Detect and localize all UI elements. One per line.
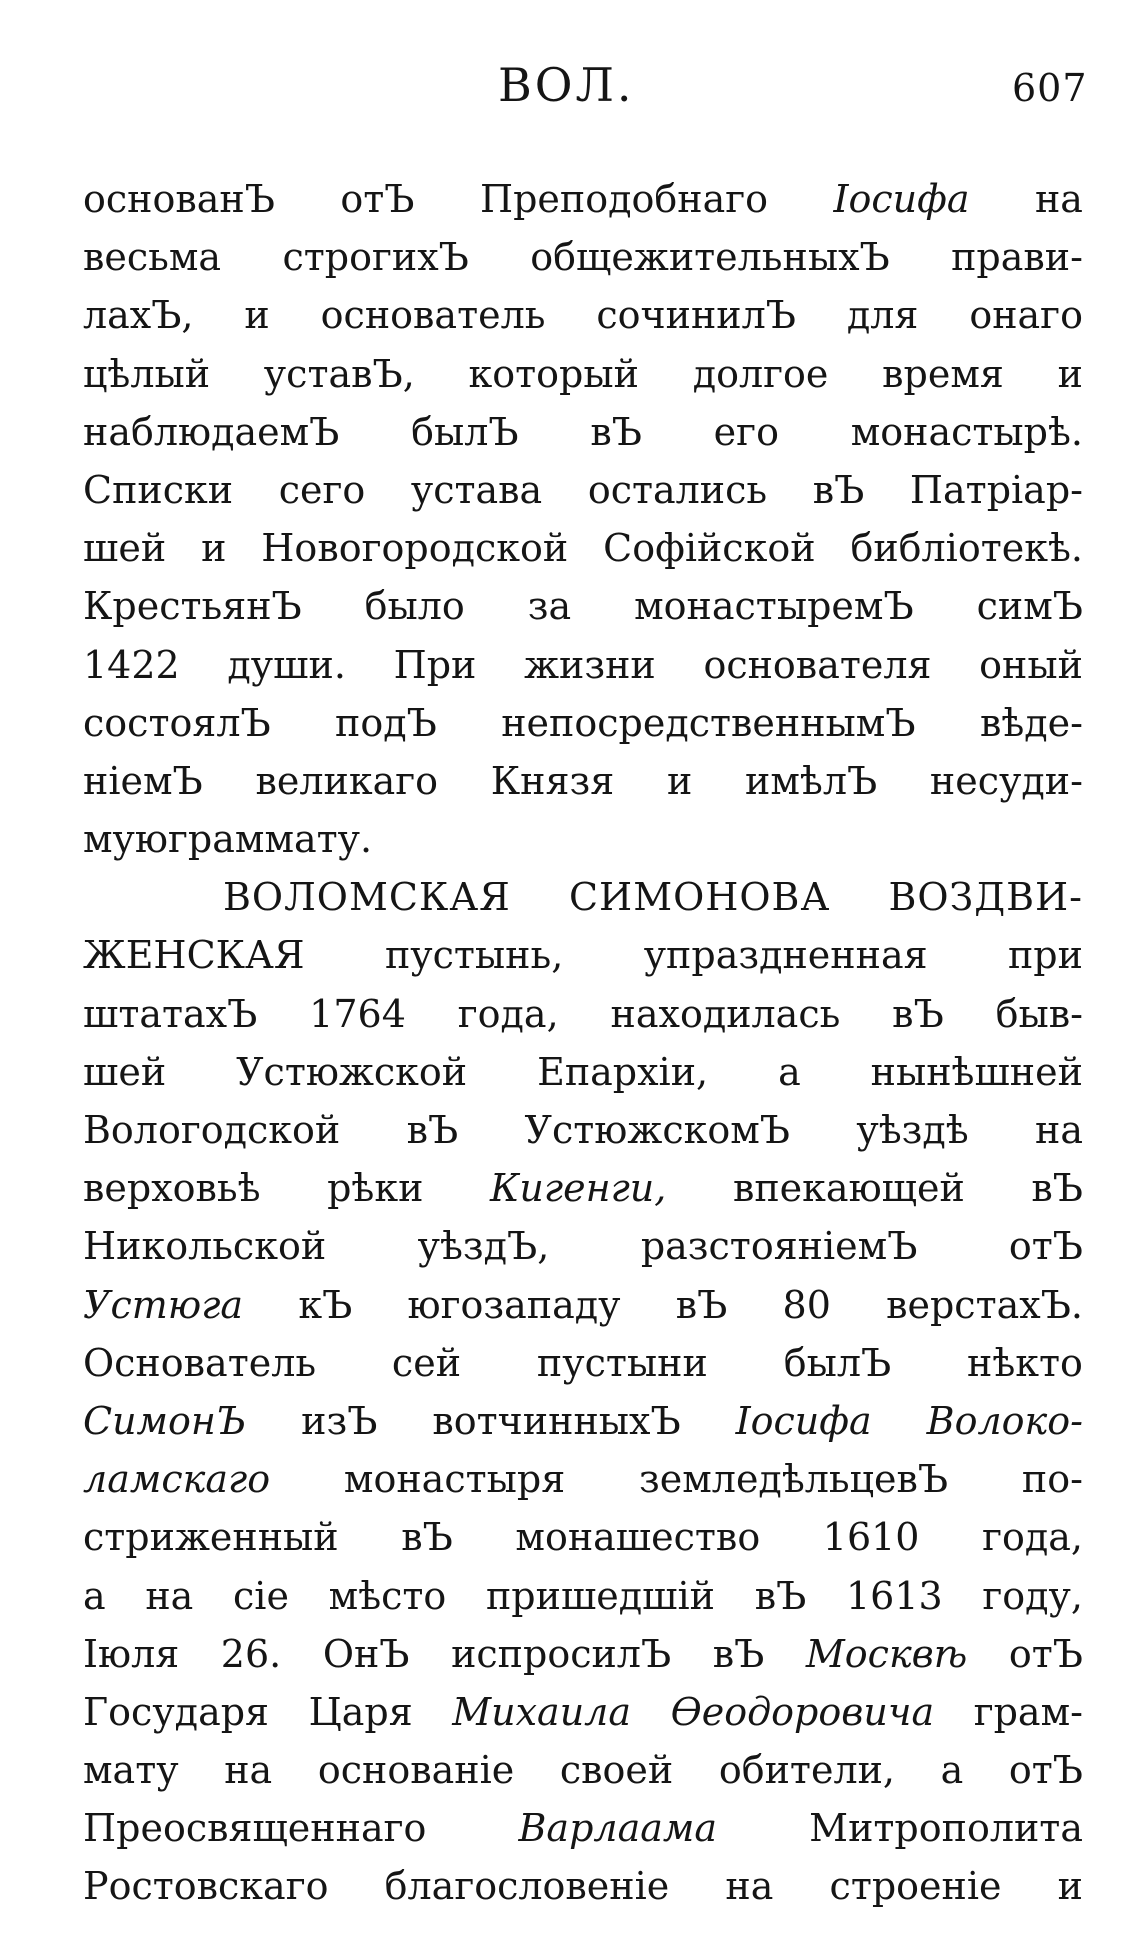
word: остались (587, 467, 768, 512)
word: изЪ (301, 1398, 378, 1443)
text-line (83, 694, 1083, 752)
word: отЪ (1008, 1748, 1083, 1793)
word: Государя (83, 1689, 270, 1734)
word: 26. (220, 1631, 282, 1676)
word: вЪ (754, 1573, 807, 1618)
word: быв- (995, 991, 1083, 1036)
word: уѣздЪ, (417, 1224, 550, 1269)
word: ВОЛОМСКАЯ (223, 875, 511, 920)
running-head-title: ВОЛ. (498, 58, 635, 112)
word: стриженный (83, 1515, 339, 1560)
word: монастыремЪ (634, 584, 914, 629)
word: обители, (718, 1748, 895, 1793)
word: Князя (490, 758, 615, 803)
word: отЪ (1008, 1224, 1083, 1269)
word: ніемЪ (83, 758, 203, 803)
word: Софійской (603, 526, 816, 571)
word: испросилЪ (451, 1631, 672, 1676)
text-line (83, 810, 1083, 868)
word: вЪ (401, 1515, 453, 1560)
word: Основатель (83, 1340, 317, 1385)
word: разстояніемЪ (640, 1224, 918, 1269)
word: сей (391, 1340, 462, 1385)
word: впекающей (732, 1166, 965, 1211)
text-line (83, 1625, 1083, 1683)
text-line (83, 752, 1083, 810)
word: Новогородской (261, 526, 569, 571)
word: непосредственнымЪ (501, 700, 916, 745)
word: сего (278, 467, 366, 512)
text-line (83, 1217, 1083, 1275)
text-line (83, 403, 1083, 461)
word: Іюля (83, 1631, 180, 1676)
text-line (83, 1334, 1083, 1392)
word: души. (227, 642, 346, 687)
word: пустынь, (384, 933, 564, 978)
word: упраздненная (643, 933, 928, 978)
word: прави- (951, 235, 1083, 280)
text-line (83, 636, 1083, 694)
word: пришедшій (485, 1573, 715, 1618)
word: 1764 (309, 991, 406, 1036)
word: СимонЪ (83, 1398, 247, 1443)
word: Москвѣ (805, 1631, 968, 1676)
word: Преподобнаго (479, 177, 769, 221)
word: было (364, 584, 465, 629)
word: Ростовскаго (83, 1864, 329, 1909)
word: году, (982, 1573, 1083, 1618)
word: граммату. (168, 817, 373, 862)
word: Царя (308, 1689, 413, 1734)
body-text (83, 170, 1083, 1916)
word: Митрополита (809, 1806, 1083, 1851)
word: Волоко- (926, 1398, 1083, 1443)
word: строеніе (829, 1864, 1002, 1909)
word: наблюдаемЪ (83, 409, 340, 454)
word: монастырѣ. (850, 409, 1083, 454)
word: 80 (782, 1282, 831, 1327)
word: великаго (255, 758, 439, 803)
word: по- (1021, 1457, 1083, 1502)
word: на (1035, 1108, 1083, 1152)
word: цѣлый (83, 351, 211, 396)
word: пустыни (536, 1340, 708, 1385)
word: отЪ (340, 177, 415, 221)
word: Іосифа (735, 1398, 872, 1443)
word: 1422 (83, 642, 180, 687)
text-line (83, 1392, 1083, 1450)
word: ламскаго (83, 1457, 271, 1502)
word: симЪ (976, 584, 1083, 629)
word: при (1007, 933, 1083, 978)
word: за (527, 584, 572, 629)
text-line (83, 868, 1083, 926)
word: былЪ (783, 1340, 892, 1385)
word: вЪ (590, 409, 642, 454)
word: и (201, 526, 227, 571)
word: весьма (83, 235, 222, 280)
word: Епархіи, (537, 1049, 709, 1094)
text-line (83, 519, 1083, 577)
word: благословеніе (384, 1864, 670, 1909)
word: и (1057, 351, 1083, 396)
word: жизни (524, 642, 656, 687)
word: УстюжскомЪ (524, 1108, 790, 1152)
word: Устюжской (236, 1049, 468, 1094)
text-line (83, 1043, 1083, 1101)
word: на (725, 1864, 774, 1909)
word: сіе (233, 1573, 289, 1618)
word: мую (83, 817, 168, 862)
word: Патріар- (909, 467, 1083, 512)
word: уставЪ, (263, 351, 415, 396)
text-line (83, 1857, 1083, 1915)
word: штатахЪ (83, 991, 258, 1036)
word: шей (83, 1049, 167, 1094)
word: года, (457, 991, 559, 1036)
word: вЪ (812, 467, 865, 512)
word: года, (982, 1515, 1083, 1560)
word: для (846, 293, 919, 338)
word: отЪ (1008, 1631, 1083, 1676)
word: Вологодской (83, 1108, 341, 1152)
word: а (83, 1573, 106, 1618)
word: Преосвященнаго (83, 1806, 427, 1851)
word: былЪ (411, 409, 519, 454)
text-line (83, 1683, 1083, 1741)
text-line (83, 985, 1083, 1043)
word: Никольской (83, 1224, 327, 1269)
word: ОнЪ (322, 1631, 410, 1676)
word: монашество (515, 1515, 761, 1560)
word: и (666, 758, 693, 803)
word: подЪ (335, 700, 437, 745)
running-head (0, 58, 1140, 128)
word: 1613 (845, 1573, 943, 1618)
word: основаніе (317, 1748, 515, 1793)
word: Кигенги, (490, 1166, 667, 1211)
word: лахЪ, (83, 293, 194, 338)
word: кЪ (298, 1282, 353, 1327)
word: шей (83, 526, 167, 571)
text-line (83, 1276, 1083, 1334)
word: Михаила (452, 1689, 632, 1734)
word: вѣде- (979, 700, 1083, 745)
word: уѣздѣ (856, 1108, 969, 1152)
word: сочинилЪ (596, 293, 796, 338)
word: СИМОНОВА (568, 875, 831, 920)
text-line (83, 170, 1083, 228)
word: нынѣшней (870, 1049, 1083, 1094)
word: верховьѣ (83, 1166, 261, 1211)
word: ЖЕНСКАЯ (83, 933, 305, 978)
word: библіотекѣ. (850, 526, 1083, 571)
word: своей (559, 1748, 674, 1793)
word: грам- (973, 1689, 1083, 1734)
word: несуди- (929, 758, 1083, 803)
text-line (83, 345, 1083, 403)
word: югозападу (407, 1282, 621, 1327)
word: на (224, 1748, 273, 1793)
word: долгое (692, 351, 829, 396)
word: 1610 (822, 1515, 920, 1560)
word: При (393, 642, 477, 687)
word: его (713, 409, 779, 454)
word: основанЪ (83, 177, 275, 221)
word: и (1057, 1864, 1083, 1909)
text-line (83, 1159, 1083, 1217)
word: Ѳеодоровича (670, 1689, 935, 1734)
word: КрестьянЪ (83, 584, 302, 629)
word: который (468, 351, 639, 396)
word: находилась (610, 991, 841, 1036)
word: состоялЪ (83, 700, 271, 745)
text-line (83, 1450, 1083, 1508)
text-line (83, 1508, 1083, 1566)
word: мѣсто (328, 1573, 447, 1618)
text-line (83, 461, 1083, 519)
word: вЪ (712, 1631, 765, 1676)
text-line (83, 1741, 1083, 1799)
text-line (83, 1567, 1083, 1625)
text-line (83, 228, 1083, 286)
word: имѣлЪ (745, 758, 878, 803)
word: земледѣльцевЪ (639, 1457, 949, 1502)
word: основатель (320, 293, 546, 338)
text-line (83, 286, 1083, 344)
word: вЪ (892, 991, 944, 1036)
word: общежительныхЪ (530, 235, 890, 280)
word: устава (410, 467, 543, 512)
word: основателя (703, 642, 932, 687)
word: оный (979, 642, 1083, 687)
word: а (940, 1748, 964, 1793)
word: и (244, 293, 270, 338)
word: на (1034, 177, 1083, 221)
word: Устюга (83, 1282, 244, 1327)
text-line (83, 577, 1083, 635)
word: а (778, 1049, 801, 1094)
word: онаго (969, 293, 1083, 338)
word: рѣки (327, 1166, 424, 1211)
word: время (882, 351, 1004, 396)
word: ВОЗДВИ- (888, 875, 1083, 920)
word: вЪ (1031, 1166, 1083, 1211)
page-number: 607 (1012, 66, 1088, 110)
text-line (83, 1101, 1083, 1159)
word: монастыря (343, 1457, 566, 1502)
word: Іосифа (833, 177, 970, 221)
word: мату (83, 1748, 179, 1793)
text-line (83, 926, 1083, 984)
word: Списки (83, 467, 234, 512)
word: на (145, 1573, 194, 1618)
word: верстахЪ. (886, 1282, 1083, 1327)
word: Варлаама (518, 1806, 718, 1851)
text-line (83, 1799, 1083, 1857)
word: вЪ (675, 1282, 728, 1327)
word: строгихЪ (282, 235, 469, 280)
word: нѣкто (967, 1340, 1083, 1385)
word: вотчинныхЪ (432, 1398, 681, 1443)
word: вЪ (406, 1108, 459, 1152)
